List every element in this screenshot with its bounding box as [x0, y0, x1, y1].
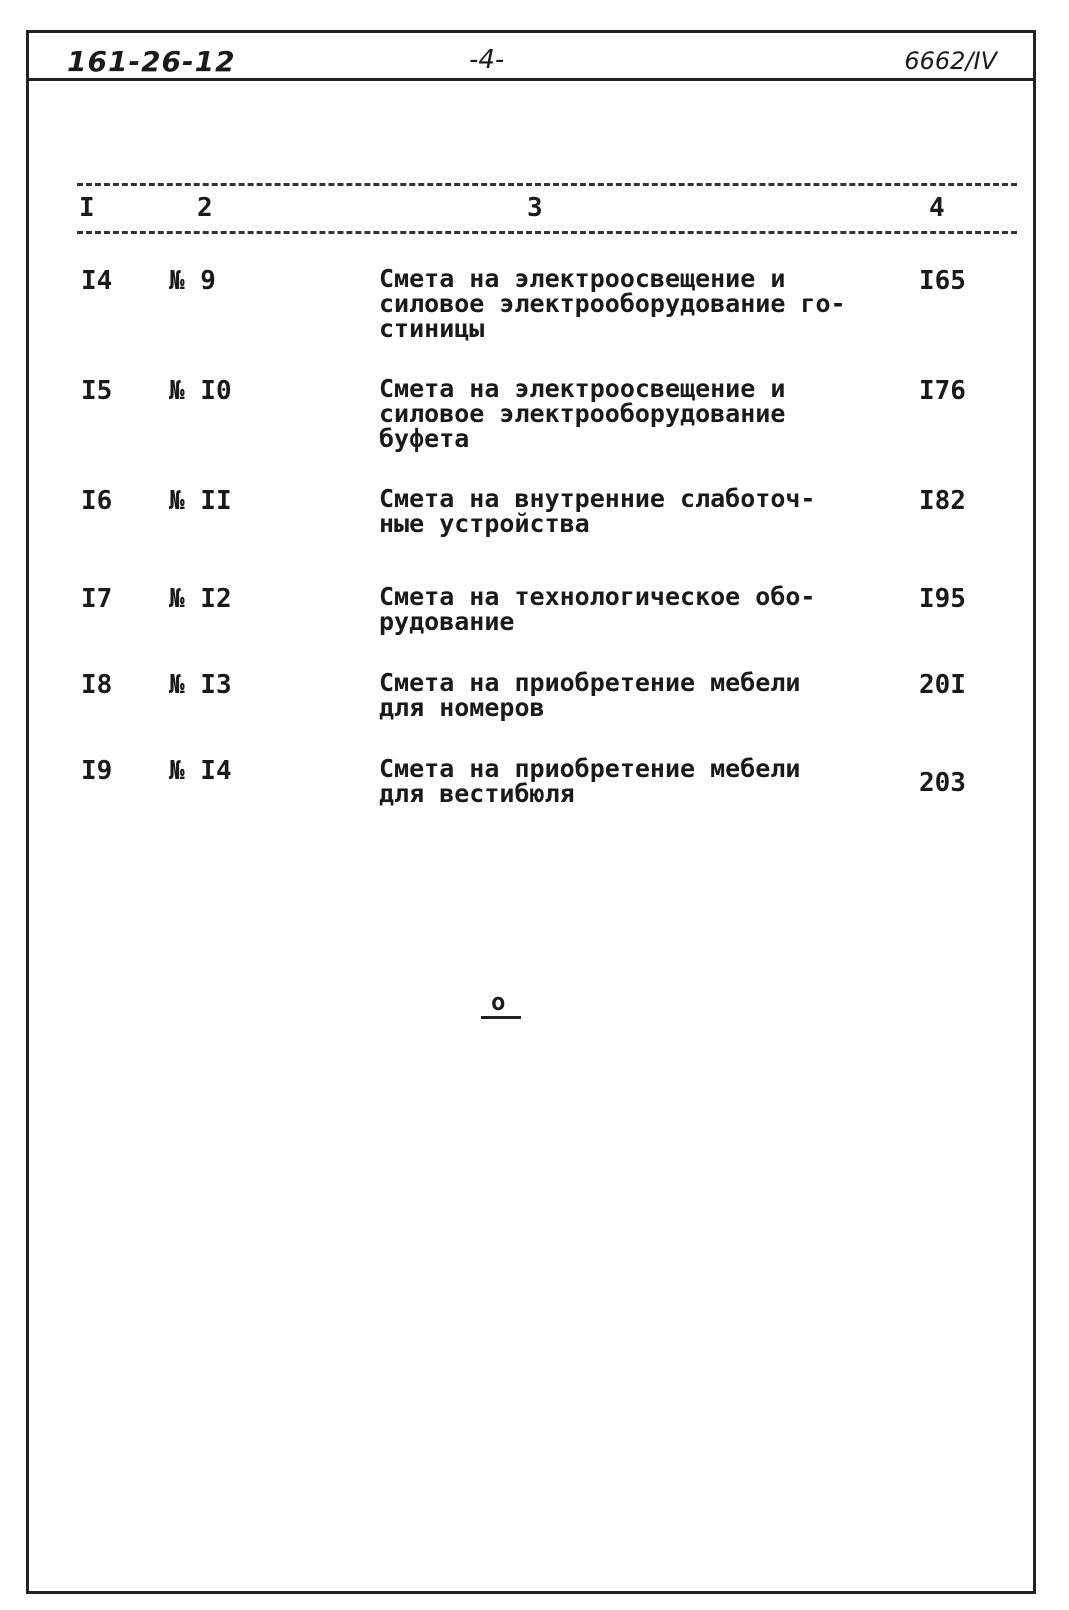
page-ref: 203 — [919, 768, 966, 798]
document-code: 161-26-12 — [67, 45, 236, 78]
page-frame — [26, 30, 1036, 1594]
page-ref: I65 — [919, 266, 966, 296]
row-number: I6 — [81, 486, 113, 516]
row-number: I8 — [81, 670, 113, 700]
end-of-list-mark: о — [481, 988, 521, 1019]
row-number: I7 — [81, 584, 113, 614]
estimate-description: Смета на приобретение мебели для вестибюля — [379, 754, 801, 808]
estimate-description: Смета на технологическое обо- рудование — [379, 582, 816, 636]
estimate-ref: № I3 — [169, 670, 232, 700]
row-number: I4 — [81, 266, 113, 296]
estimate-ref: № I2 — [169, 584, 232, 614]
page-ref: I95 — [919, 584, 966, 614]
page-header — [29, 33, 1033, 81]
column-header-2: 2 — [197, 193, 213, 223]
table-top-rule — [77, 183, 1017, 186]
estimate-ref: № I4 — [169, 756, 232, 786]
page-ref: I76 — [919, 376, 966, 406]
estimate-description: Смета на электроосвещение и силовое электрооборудование го- стиницы — [379, 264, 846, 343]
estimate-description: Смета на электроосвещение и силовое электрооборудование буфета — [379, 374, 786, 453]
estimate-ref: № I0 — [169, 376, 232, 406]
column-header-1: I — [79, 193, 95, 223]
row-number: I9 — [81, 756, 113, 786]
estimate-description: Смета на приобретение мебели для номеров — [379, 668, 801, 722]
table-header-rule — [77, 231, 1017, 234]
estimate-ref: № 9 — [169, 266, 216, 296]
estimate-ref: № II — [169, 486, 232, 516]
estimate-description: Смета на внутренние слаботоч- ные устройства — [379, 484, 816, 538]
page-ref: I82 — [919, 486, 966, 516]
inventory-number: 6662/IV — [904, 47, 997, 75]
column-header-4: 4 — [929, 193, 945, 223]
column-header-3: 3 — [527, 193, 543, 223]
row-number: I5 — [81, 376, 113, 406]
page-ref: 20I — [919, 670, 966, 700]
page-number: -4- — [469, 45, 505, 75]
